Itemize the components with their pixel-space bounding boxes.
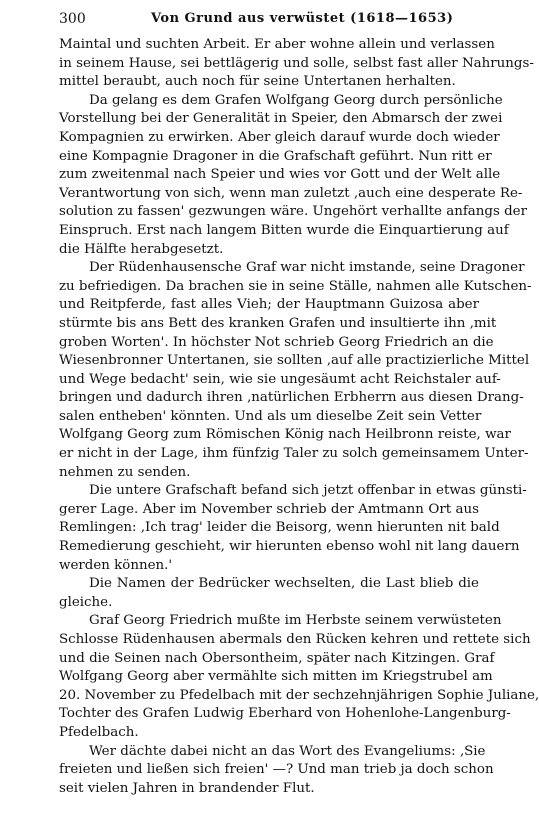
text-line: Graf Georg Friedrich mußte im Herbste seinem verwüsteten bbox=[89, 613, 502, 629]
text-line: Die untere Grafschaft befand sich jetzt offenbar in etwas günsti- bbox=[89, 483, 527, 499]
text-line: solution zu fassen' gezwungen wäre. Ungehört verhallte anfangs der bbox=[59, 204, 527, 220]
page-header bbox=[59, 9, 475, 29]
text-line: nehmen zu senden. bbox=[59, 464, 191, 480]
text-line: in seinem Hause, sei bettlägerig und solle, selbst fast aller Nahrungs- bbox=[59, 55, 534, 71]
text-line: Tochter des Grafen Ludwig Eberhard von Hohenlohe-Langenburg- bbox=[59, 706, 511, 722]
text-line: die Hälfte herabgesetzt. bbox=[59, 241, 224, 257]
text-line: werden können.' bbox=[59, 557, 173, 573]
text-line: Wolfgang Georg zum Römischen König nach Heilbronn reiste, war bbox=[59, 427, 511, 443]
text-line: Wiesenbronner Untertanen, sie sollten ‚auf alle practizierliche Mittel bbox=[59, 353, 530, 369]
text-line: Pfedelbach. bbox=[59, 724, 139, 740]
text-line: Wolfgang Georg aber vermählte sich mitten im Kriegstrubel am bbox=[59, 669, 493, 685]
text-line: groben Worten'. In höchster Not schrieb Georg Friedrich an die bbox=[59, 334, 494, 350]
page-number: 300 bbox=[59, 11, 86, 27]
text-line: Wer dächte dabei nicht an das Wort des Evangeliums: ‚Sie bbox=[89, 743, 486, 759]
text-line: und Reitpferde, fast alles Vieh; der Hauptmann Guizosa aber bbox=[59, 297, 479, 313]
text-line: gerer Lage. Aber im November schrieb der Amtmann Ort aus bbox=[59, 501, 479, 517]
text-line: Schlosse Rüdenhausen abermals den Rücken kehren und rettete sich bbox=[59, 632, 531, 647]
text-line: Remedierung geschieht, wir hierunten ebenso wohl nit lang dauern bbox=[59, 539, 520, 555]
text-line: gleiche. bbox=[59, 594, 113, 610]
text-line: Der Rüdenhausensche Graf war nicht imstande, seine Dragoner bbox=[89, 260, 525, 276]
text-line: Da gelang es dem Grafen Wolfgang Georg durch persönliche bbox=[89, 92, 503, 108]
text-line: zum zweitenmal nach Speier und wies vor Gott und der Welt alle bbox=[59, 167, 501, 183]
text-line: Die Namen der Bedrücker wechselten, die Last blieb die bbox=[89, 576, 479, 592]
running-head: Von Grund aus verwüstet (1618—1653) bbox=[151, 11, 454, 26]
text-line: Einspruch. Erst nach langem Bitten wurde die Einquartierung auf bbox=[59, 222, 509, 238]
text-line: und die Seinen nach Obersontheim, später nach Kitzingen. Graf bbox=[59, 650, 495, 666]
text-line: seit vielen Jahren in brandender Flut. bbox=[59, 780, 315, 796]
text-line: er nicht in der Lage, ihm fünfzig Taler zu solch gemeinsamem Unter- bbox=[59, 446, 529, 462]
text-line: Maintal und suchten Arbeit. Er aber wohne allein und verlassen bbox=[59, 37, 495, 52]
text-line: zu befriedigen. Da brachen sie in seine Ställe, nahmen alle Kutschen- bbox=[59, 278, 532, 294]
text-line: 20. November zu Pfedelbach mit der sechzehnjährigen Sophie Juliane, bbox=[59, 687, 539, 703]
text-line: Vorstellung bei der Generalität in Speier, den Abmarsch der zwei bbox=[59, 111, 503, 127]
text-line: freieten und ließen sich freien' —? Und man trieb ja doch schon bbox=[59, 762, 494, 778]
text-line: mittel beraubt, auch noch für seine Untertanen herhalten. bbox=[59, 74, 456, 90]
text-line: und Wege bedacht' sein, wie sie ungesäumt acht Reichstaler auf- bbox=[59, 371, 501, 387]
text-line: salen entheben' könnten. Und als um dieselbe Zeit sein Vetter bbox=[59, 408, 482, 424]
text-line: bringen und dadurch ihren ‚natürlichen Erbherrn aus diesen Drang- bbox=[59, 390, 524, 406]
text-line: Remlingen: ‚Ich trag' leider die Beisorg, wenn hierunten nit bald bbox=[59, 520, 500, 536]
text-line: Verantwortung von sich, wenn man zuletzt ‚auch eine desperate Re- bbox=[59, 185, 523, 201]
text-line: eine Kompagnie Dragoner in die Grafschaft geführt. Nun ritt er bbox=[59, 148, 492, 164]
body-text bbox=[59, 36, 539, 798]
text-line: stürmte bis ans Bett des kranken Grafen und insultierte ihn ‚mit bbox=[59, 315, 497, 331]
text-line: Kompagnien zu erwirken. Aber gleich darauf wurde doch wieder bbox=[59, 129, 500, 145]
